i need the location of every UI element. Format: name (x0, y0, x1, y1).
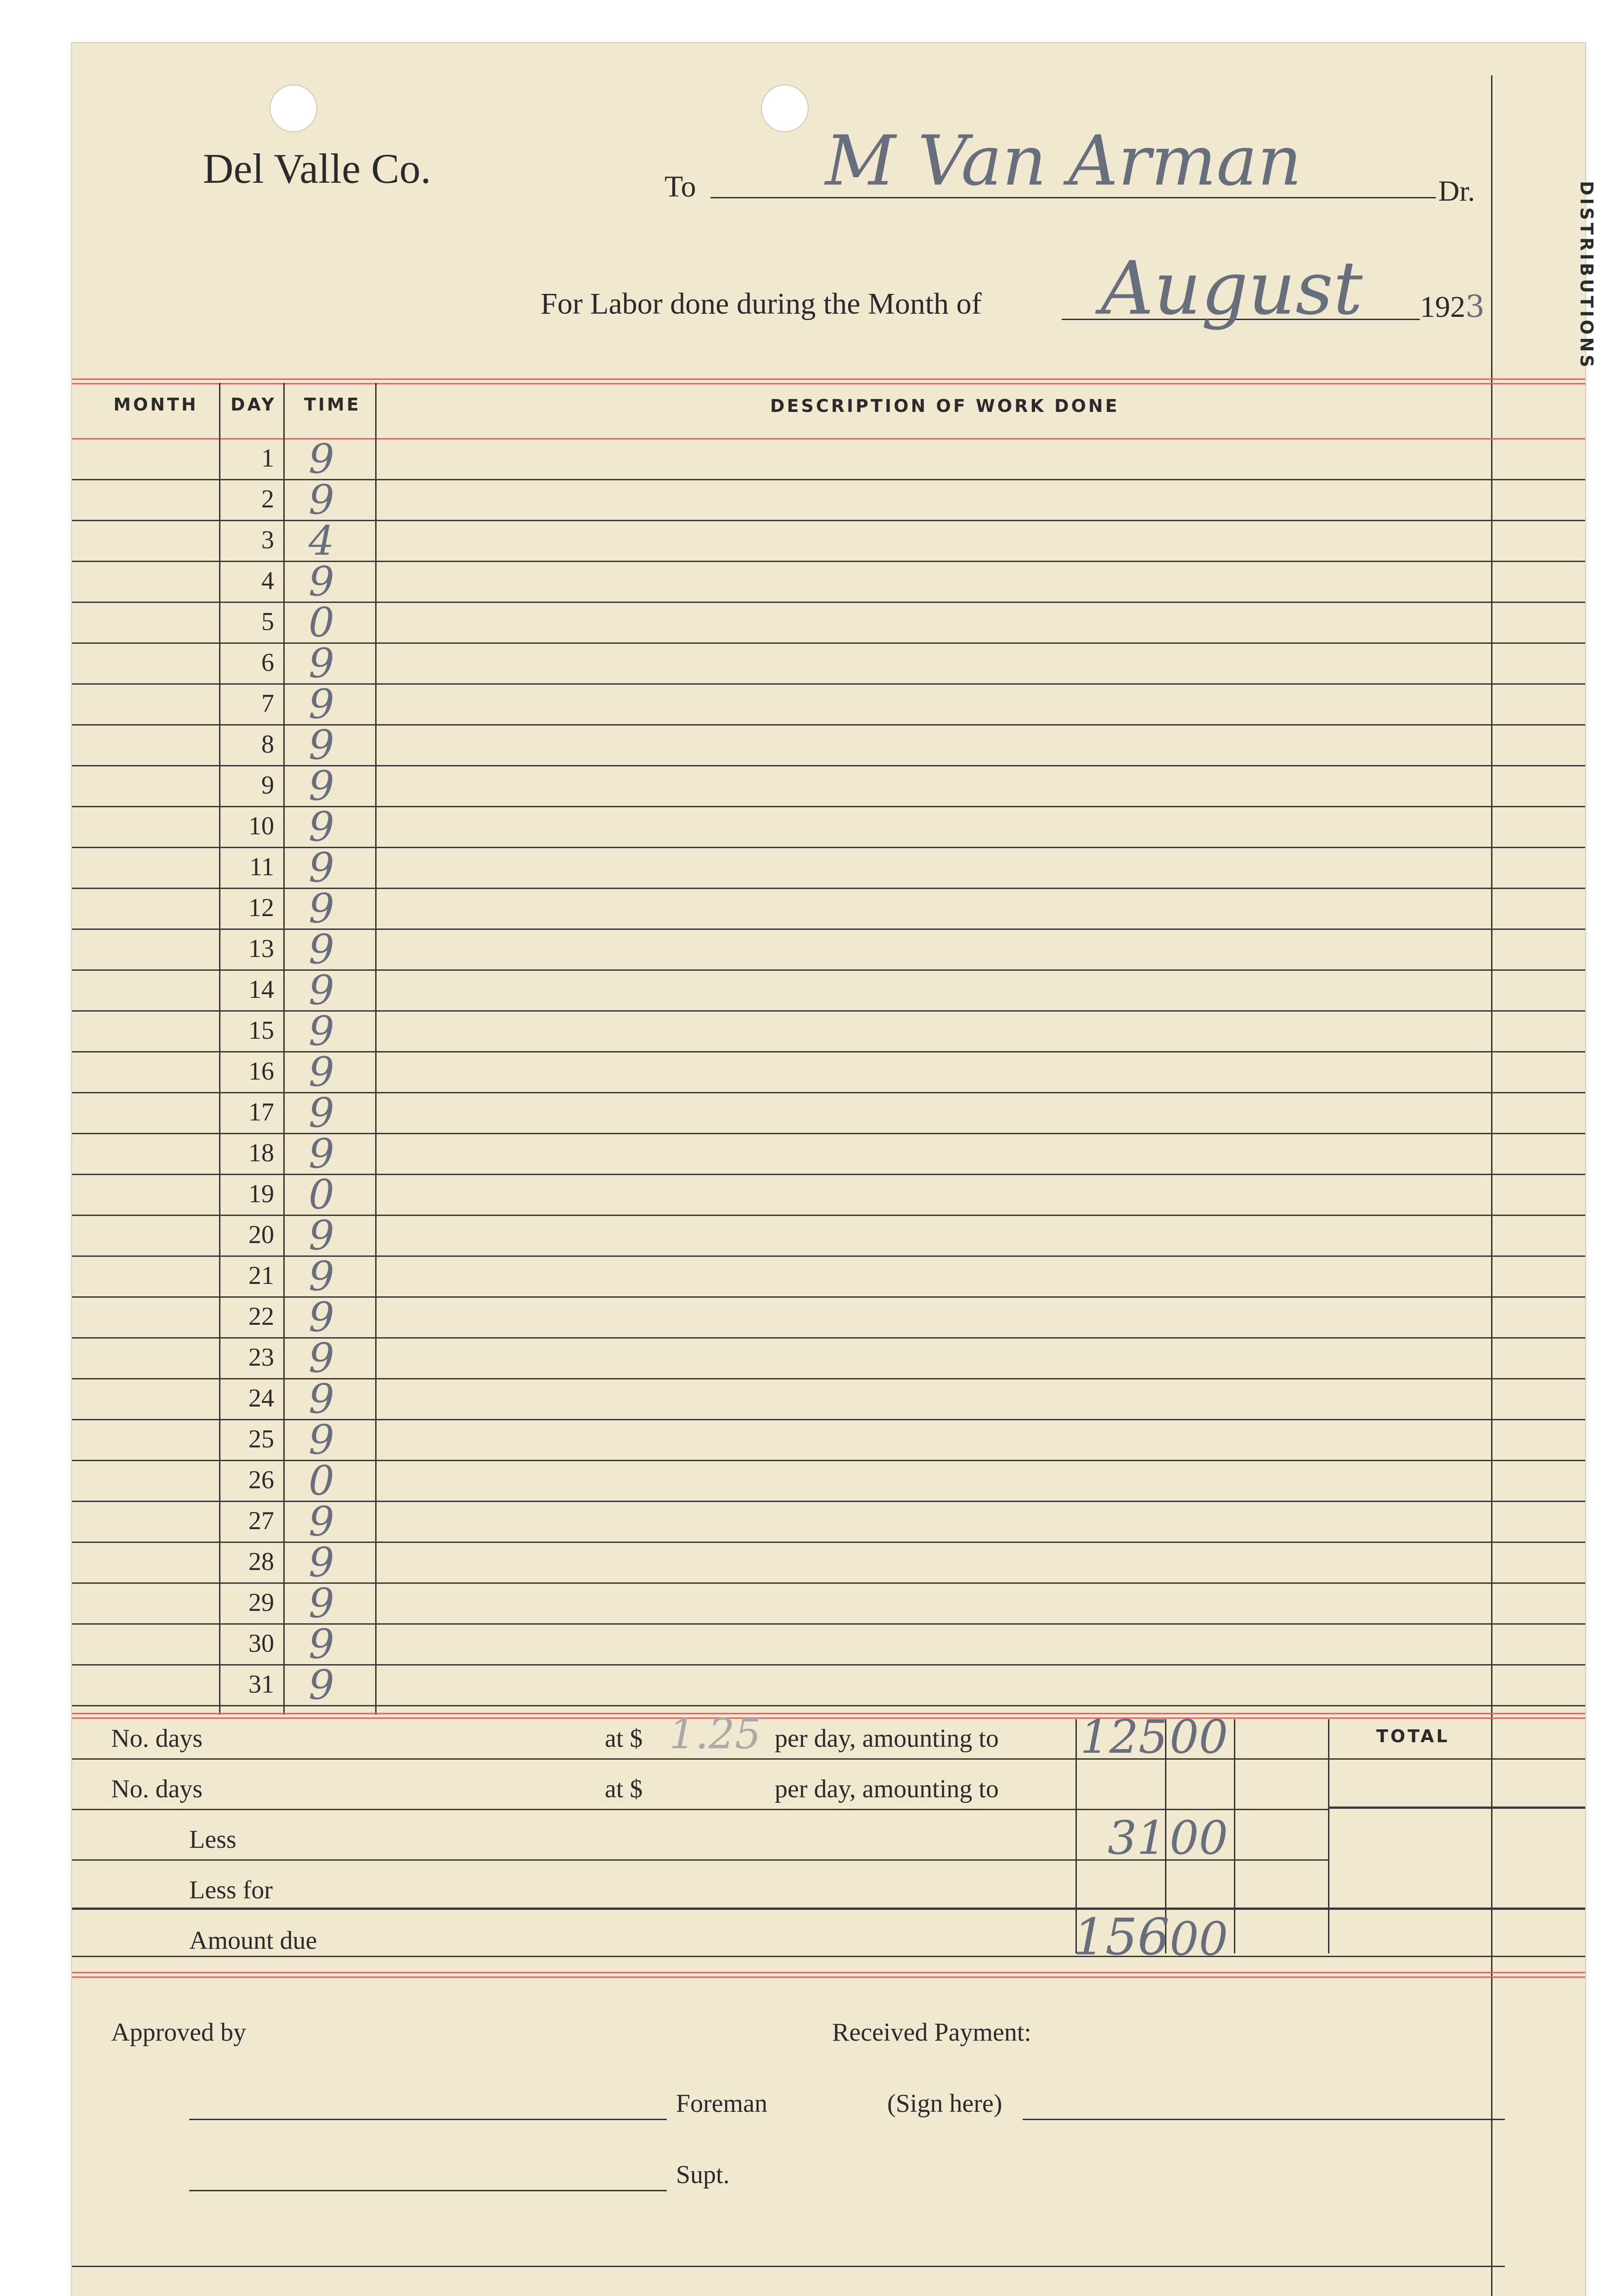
amount-divider-right (1234, 1719, 1235, 1953)
time-hours: 0 (309, 1171, 334, 1218)
table-row (72, 1255, 1585, 1257)
day-number: 23 (248, 1343, 274, 1372)
foreman-label: Foreman (676, 2089, 768, 2118)
company-name: Del Valle Co. (203, 145, 431, 192)
no-days-label-2: No. days (111, 1775, 203, 1803)
time-hours: 9 (309, 844, 334, 891)
month-value: August (1101, 245, 1363, 331)
table-row (72, 847, 1585, 848)
header-red-line-top (72, 378, 1585, 380)
summary-row-line-5 (72, 1956, 1585, 1957)
time-hours: 9 (309, 1048, 334, 1096)
day-number: 25 (248, 1425, 274, 1453)
time-hours: 9 (309, 1294, 334, 1341)
less-label: Less (189, 1825, 236, 1854)
table-row (72, 1460, 1585, 1461)
day-number: 10 (248, 812, 274, 840)
timesheet-paper (71, 42, 1597, 2296)
table-row (72, 929, 1585, 930)
table-row (72, 1337, 1585, 1339)
time-hours: 9 (309, 681, 334, 728)
dr-label: Dr. (1438, 174, 1475, 207)
day-number: 3 (261, 526, 274, 554)
time-hours: 0 (309, 599, 334, 646)
table-row (72, 1705, 1585, 1706)
time-hours: 9 (309, 1661, 334, 1709)
day-number: 6 (261, 648, 274, 677)
summary-row-line-1 (72, 1758, 1585, 1760)
table-row (72, 1296, 1585, 1298)
time-hours: 9 (309, 803, 334, 850)
received-payment-label: Received Payment: (832, 2018, 1031, 2047)
day-number: 11 (249, 853, 274, 881)
year-prefix: 192 (1420, 290, 1465, 324)
time-hours: 9 (309, 1334, 334, 1382)
day-number: 16 (248, 1057, 274, 1086)
less-for-label: Less for (189, 1876, 273, 1904)
day-number: 2 (261, 485, 274, 513)
rate-value-1: 1.25 (669, 1710, 761, 1758)
labor-month-label: For Labor done during the Month of (540, 287, 982, 321)
grid-divider-day (283, 383, 285, 1715)
summary-red-line-top (72, 1713, 1585, 1714)
time-hours: 9 (309, 1130, 334, 1177)
day-number: 1 (261, 444, 274, 473)
supt-signature-line[interactable] (189, 2190, 667, 2191)
time-hours: 9 (309, 558, 334, 605)
day-number: 21 (248, 1261, 274, 1290)
amount-due-dollars: 156 (1073, 1908, 1170, 1966)
time-hours: 9 (309, 1375, 334, 1423)
col-month-header: MONTH (113, 394, 198, 415)
day-number: 8 (261, 730, 274, 759)
table-row (72, 724, 1585, 726)
total-header: TOTAL (1376, 1726, 1450, 1746)
day-number: 5 (261, 608, 274, 636)
table-row (72, 1174, 1585, 1175)
time-hours: 9 (309, 885, 334, 932)
table-row (72, 479, 1585, 480)
time-hours: 9 (309, 435, 334, 483)
time-hours: 9 (309, 1212, 334, 1259)
bottom-rule (72, 2266, 1505, 2267)
per-day-label-2: per day, amounting to (775, 1775, 999, 1803)
table-row (72, 602, 1585, 603)
table-row (72, 969, 1585, 971)
table-row (72, 1133, 1585, 1134)
col-description-header: DESCRIPTION OF WORK DONE (770, 396, 1120, 416)
amount-1-dollars: 125 (1080, 1710, 1168, 1764)
table-row (72, 1010, 1585, 1012)
table-row (72, 642, 1585, 644)
per-day-label-1: per day, amounting to (775, 1724, 999, 1753)
table-row (72, 1501, 1585, 1502)
day-number: 28 (248, 1548, 274, 1576)
day-number: 24 (248, 1384, 274, 1412)
foreman-signature-line[interactable] (189, 2119, 667, 2120)
to-label: To (664, 170, 696, 203)
summary-red-line-top-2 (72, 1717, 1585, 1719)
header-red-line-bottom (72, 438, 1585, 439)
year-digit: 3 (1465, 289, 1485, 324)
table-row (72, 1051, 1585, 1052)
time-hours: 9 (309, 1498, 334, 1545)
year-label (1420, 289, 1485, 325)
header-red-line-top-2 (72, 383, 1585, 384)
sign-here-label: (Sign here) (887, 2089, 1002, 2118)
col-day-header: DAY (231, 394, 276, 415)
footer-red-line (72, 1972, 1585, 1973)
table-row (72, 561, 1585, 562)
table-row (72, 1378, 1585, 1379)
less-cents: 00 (1170, 1811, 1228, 1865)
day-number: 29 (248, 1588, 274, 1617)
time-hours: 9 (309, 1253, 334, 1300)
grid-divider-time (375, 383, 377, 1715)
day-number: 15 (248, 1016, 274, 1045)
time-hours: 9 (309, 1416, 334, 1463)
day-number: 12 (248, 894, 274, 922)
time-hours: 9 (309, 1007, 334, 1055)
time-hours: 9 (309, 1580, 334, 1627)
payee-name: M Van Arman (825, 121, 1302, 201)
no-days-label-1: No. days (111, 1724, 203, 1753)
time-hours: 9 (309, 1539, 334, 1586)
day-number: 20 (248, 1221, 274, 1249)
time-hours: 9 (309, 721, 334, 769)
approved-by-label: Approved by (111, 2018, 246, 2047)
amount-due-cents: 00 (1170, 1912, 1228, 1966)
payment-signature-line[interactable] (1023, 2119, 1505, 2120)
col-time-header: TIME (304, 394, 361, 415)
time-hours: 9 (309, 640, 334, 687)
table-row (72, 1664, 1585, 1666)
total-line-1 (1328, 1806, 1585, 1809)
distributions-divider (1491, 75, 1492, 2296)
day-number: 7 (261, 689, 274, 718)
day-number: 19 (248, 1180, 274, 1208)
table-row (72, 1623, 1585, 1625)
less-dollars: 31 (1108, 1811, 1166, 1865)
table-row (72, 683, 1585, 685)
table-row (72, 1215, 1585, 1216)
day-number: 4 (261, 567, 274, 595)
day-number: 26 (248, 1466, 274, 1494)
time-hours: 9 (309, 926, 334, 973)
day-number: 17 (248, 1098, 274, 1126)
amount-due-label: Amount due (189, 1926, 317, 1955)
time-hours: 0 (309, 1457, 334, 1504)
time-hours: 9 (309, 1621, 334, 1668)
day-number: 18 (248, 1139, 274, 1167)
day-number: 9 (261, 771, 274, 799)
punch-hole-left (270, 84, 317, 132)
table-row (72, 806, 1585, 807)
day-number: 27 (248, 1507, 274, 1535)
punch-hole-right (761, 84, 809, 132)
table-row (72, 765, 1585, 766)
table-row (72, 1582, 1585, 1584)
at-label-1: at $ (605, 1724, 643, 1753)
time-hours: 9 (309, 476, 334, 523)
table-row (72, 1419, 1585, 1420)
summary-row-line-4 (72, 1908, 1585, 1910)
table-row (72, 1092, 1585, 1093)
day-number: 14 (248, 975, 274, 1004)
time-hours: 9 (309, 1089, 334, 1137)
day-number: 22 (248, 1302, 274, 1331)
supt-label: Supt. (676, 2161, 730, 2189)
amount-1-cents: 00 (1170, 1710, 1228, 1764)
total-divider (1328, 1719, 1329, 1953)
day-number: 31 (248, 1670, 274, 1699)
table-row (72, 1542, 1585, 1543)
table-row (72, 888, 1585, 889)
distributions-label: DISTRIBUTIONS (1576, 181, 1597, 370)
day-number: 30 (248, 1629, 274, 1658)
day-number: 13 (248, 934, 274, 963)
time-hours: 4 (309, 517, 334, 564)
at-label-2: at $ (605, 1775, 643, 1803)
time-hours: 9 (309, 967, 334, 1014)
footer-red-line-2 (72, 1976, 1585, 1978)
time-hours: 9 (309, 762, 334, 810)
table-row (72, 520, 1585, 521)
summary-row-line-2 (72, 1809, 1328, 1810)
